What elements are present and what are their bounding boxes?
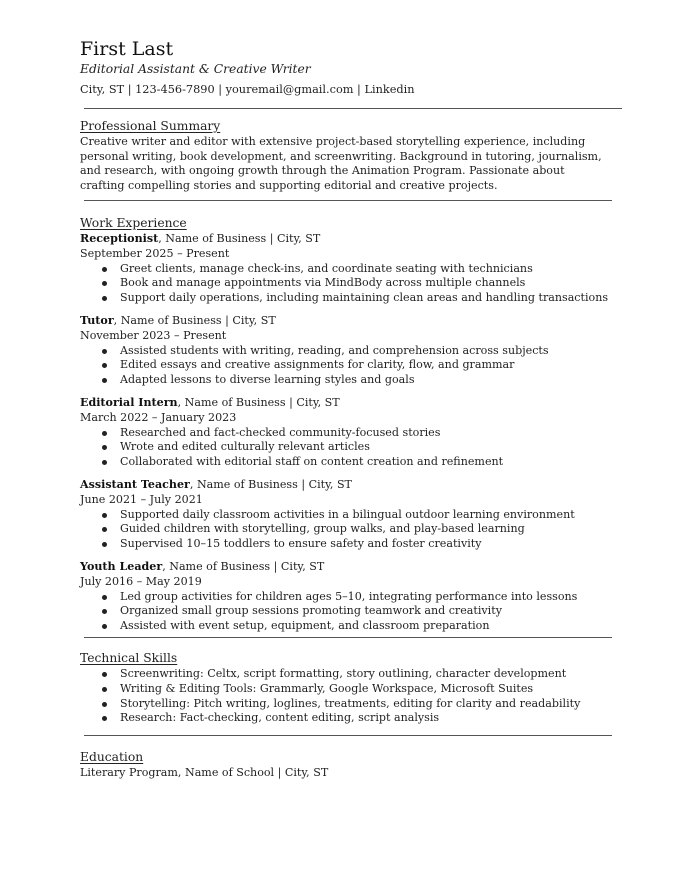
skills-list <box>80 667 620 726</box>
job-bullets <box>80 590 620 634</box>
bullet-text: Assisted students with writing, reading, and comprehension across subjects <box>120 343 549 357</box>
bullet-icon <box>102 363 107 368</box>
bullet-text: Storytelling: Pitch writing, loglines, treatments, editing for clarity and readability <box>120 696 581 710</box>
bullet-text: Researched and fact-checked community-focused stories <box>120 425 441 439</box>
list-item <box>80 358 620 373</box>
bullet-icon <box>102 296 107 301</box>
job-entry-editorial-intern <box>80 396 620 470</box>
bullet-icon <box>102 431 107 436</box>
job-org: , Name of Business | City, ST <box>162 560 325 573</box>
list-item <box>80 373 620 388</box>
bullet-text: Supported daily classroom activities in a bilingual outdoor learning environment <box>120 507 575 521</box>
job-title-line <box>80 232 620 247</box>
job-entry-tutor <box>80 314 620 388</box>
summary-text: Creative writer and editor with extensive project-based storytelling experience, including personal writing, book development, and screenwriting. Background in tutoring, journalism, and research, with ongoing growth through the Animation Program. Passionate about crafting compelling stories and supporting editorial and creative projects. <box>80 135 602 192</box>
list-item <box>80 590 620 605</box>
skills-divider <box>84 735 612 736</box>
bullet-icon <box>102 460 107 465</box>
job-org: , Name of Business | City, ST <box>189 478 352 491</box>
list-item <box>80 604 620 619</box>
job-dates: June 2021 – July 2021 <box>80 492 203 506</box>
header-divider <box>84 108 622 109</box>
candidate-name: First Last <box>80 38 174 60</box>
job-org: , Name of Business | City, ST <box>177 396 340 409</box>
job-title-line <box>80 396 620 411</box>
skills-bullets <box>80 667 620 726</box>
list-item <box>80 682 620 697</box>
bullet-icon <box>102 349 107 354</box>
bullet-text: Wrote and edited culturally relevant articles <box>120 440 370 454</box>
job-dates: September 2025 – Present <box>80 246 230 260</box>
list-item <box>80 291 620 306</box>
job-role: Receptionist <box>80 232 159 245</box>
list-item <box>80 667 620 682</box>
bullet-text: Research: Fact-checking, content editing, script analysis <box>120 711 440 725</box>
job-bullets <box>80 344 620 388</box>
job-title-line <box>80 560 620 575</box>
bullet-text: Screenwriting: Celtx, script formatting, story outlining, character development <box>120 667 567 680</box>
bullet-icon <box>102 687 107 692</box>
bullet-text: Led group activities for children ages 5–10, integrating performance into lessons <box>120 589 578 603</box>
bullet-icon <box>102 716 107 721</box>
bullet-icon <box>102 378 107 383</box>
bullet-icon <box>102 542 107 547</box>
bullet-text: Organized small group sessions promoting teamwork and creativity <box>120 604 502 618</box>
bullet-icon <box>102 445 107 450</box>
contact-line: City, ST | 123-456-7890 | youremail@gmail.com | Linkedin <box>80 83 415 96</box>
education-heading: Education <box>80 750 144 764</box>
list-item <box>80 440 620 455</box>
bullet-icon <box>102 513 107 518</box>
resume-header <box>80 38 625 97</box>
bullet-text: Support daily operations, including maintaining clean areas and handling transactions <box>120 291 609 305</box>
job-entry-youth-leader <box>80 560 620 634</box>
job-title-line <box>80 314 620 329</box>
candidate-subtitle: Editorial Assistant & Creative Writer <box>80 62 311 76</box>
skills-heading: Technical Skills <box>80 651 178 665</box>
experience-heading: Work Experience <box>80 216 187 230</box>
bullet-text: Edited essays and creative assignments for clarity, flow, and grammar <box>120 358 515 372</box>
job-dates: November 2023 – Present <box>80 328 227 342</box>
experience-divider <box>84 637 612 638</box>
job-role: Youth Leader <box>80 560 163 573</box>
list-item <box>80 455 620 470</box>
education-line: Literary Program, Name of School | City, ST <box>80 766 329 779</box>
bullet-text: Supervised 10–15 toddlers to ensure safety and foster creativity <box>120 537 482 551</box>
bullet-icon <box>102 281 107 286</box>
list-item <box>80 522 620 537</box>
list-item <box>80 537 620 552</box>
job-dates: March 2022 – January 2023 <box>80 410 237 424</box>
job-title-line <box>80 478 620 493</box>
summary-divider <box>84 200 612 201</box>
job-role: Tutor <box>80 314 114 327</box>
list-item <box>80 426 620 441</box>
job-entry-receptionist <box>80 232 620 306</box>
bullet-text: Writing & Editing Tools: Grammarly, Google Workspace, Microsoft Suites <box>120 681 534 695</box>
bullet-text: Book and manage appointments via MindBody across multiple channels <box>120 276 526 290</box>
bullet-text: Collaborated with editorial staff on content creation and refinement <box>120 455 504 469</box>
list-item <box>80 344 620 359</box>
bullet-icon <box>102 527 107 532</box>
bullet-icon <box>102 672 107 677</box>
bullet-icon <box>102 267 107 272</box>
bullet-icon <box>102 702 107 707</box>
list-item <box>80 276 620 291</box>
bullet-text: Greet clients, manage check-ins, and coordinate seating with technicians <box>120 261 533 275</box>
job-dates: July 2016 – May 2019 <box>80 574 202 588</box>
list-item <box>80 262 620 277</box>
job-role: Editorial Intern <box>80 396 178 409</box>
job-bullets <box>80 426 620 470</box>
list-item <box>80 711 620 726</box>
bullet-text: Assisted with event setup, equipment, and classroom preparation <box>120 619 490 633</box>
bullet-text: Adapted lessons to diverse learning styles and goals <box>120 373 415 387</box>
job-org: , Name of Business | City, ST <box>158 232 321 245</box>
summary-heading: Professional Summary <box>80 119 221 133</box>
list-item <box>80 619 620 634</box>
bullet-icon <box>102 609 107 614</box>
bullet-icon <box>102 624 107 629</box>
list-item <box>80 697 620 712</box>
job-bullets <box>80 508 620 552</box>
bullet-text: Guided children with storytelling, group walks, and play-based learning <box>120 522 525 536</box>
job-role: Assistant Teacher <box>80 478 190 491</box>
job-org: , Name of Business | City, ST <box>113 314 276 327</box>
job-bullets <box>80 262 620 306</box>
job-entry-assistant-teacher <box>80 478 620 552</box>
list-item <box>80 508 620 523</box>
bullet-icon <box>102 595 107 600</box>
